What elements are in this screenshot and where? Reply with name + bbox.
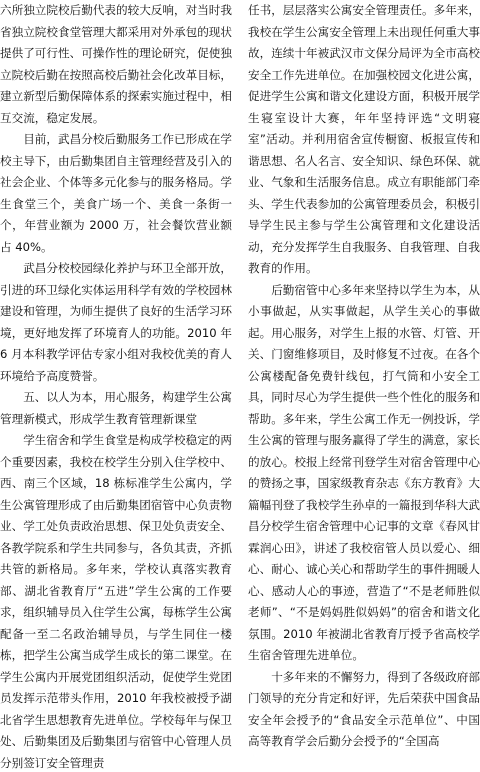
left-section-heading: 五、以人为本，用心服务，构建学生公寓管理新模式，形成学生教育管理新课堂 <box>0 390 232 426</box>
left-column <box>0 0 232 772</box>
left-paragraph-3: 武昌分校校园绿化养护与环卫全部开放，引进的环卫绿化实体运用科学有效的学校园林建设和管理，为师生提供了良好的生活学习环境，更好地发挥了环境育人的功能。2010 年 6 月本科教学评估专家小组对我校优美的育人环境给予高度赞誉。 <box>0 261 232 383</box>
right-paragraph-3: 十多年来的不懈努力，得到了各级政府部门领导的充分肯定和好评，先后荣获中国食品安全年会授予的“食品安全示范单位”、中国高等教育学会后勤分会授予的“全国高 <box>248 669 480 748</box>
right-column <box>248 0 480 772</box>
left-paragraph-1: 六所独立院校后勤代表的较大反响，对当时我省独立院校食堂管理大都采用对外承包的现状提供了可行性、可操作性的理论研究，促使独立院校后勤在按照高校后勤社会化改革目标，建立新型后勤保障体系的探索实施过程中，相互交流，稳定发展。 <box>0 3 232 125</box>
right-paragraph-1: 任书，层层落实公寓安全管理责任。多年来，我校在学生公寓安全管理上未出现任何重大事故，连续十年被武汉市文保分局评为全市高校安全工作先进单位。在加强校园文化进公寓，促进学生公寓和谐文化建设方面，积极开展学生寝室设计大赛，年年坚持评选“文明寝室”活动。并利用宿舍宣传橱窗、板报宣传和谐思想、名人名言、安全知识、绿色环保、就业、气象和生活服务信息。成立有职能部门牵头、学生代表参加的公寓管理委员会，积极引导学生民主参与学生公寓管理和文化建设活动，充分发挥学生自我服务、自我管理、自我教育的作用。 <box>248 3 480 275</box>
left-paragraph-4: 学生宿舍和学生食堂是构成学校稳定的两个重要因素，我校在校学生分别入住学校中、西、南三个区域，18 栋标准学生公寓内，学生公寓管理形成了由后勤集团宿管中心负责物业、学工处负责政治思想、保卫处负责安全、各教学院系和学生共同参与，各负其责，齐抓共管的新格局。多年来，学校认真落实教育部、湖北省教育厅“五进”学生公寓的工作要求，组织辅导员入住学生公寓，每栋学生公寓配备一至二名政治辅导员，与学生同住一楼栋，把学生公寓当成学生成长的第二课堂。在学生公寓内开展党团组织活动，促使学生党团员发挥示范带头作用，2010 年我校被授予湖北省学生思想教育先进单位。学校每年与保卫处、后勤集团及后勤集团与宿管中心管理人员分别签订安全管理责 <box>0 433 232 770</box>
left-paragraph-2: 目前，武昌分校后勤服务工作已形成在学校主导下，由后勤集团自主管理经营及引入的社会企业、个体等多元化参与的服务格局。学生食堂三个，美食广场一个、美食一条街一个，年营业额为 2000 万，社会餐饮营业额占 40%。 <box>0 132 232 254</box>
right-paragraph-2: 后勤宿管中心多年来坚持以学生为本，从小事做起，从实事做起，从学生关心的事做起。用心服务，对学生上报的水管、灯管、开关、门窗维修项目，及时修复不过夜。在各个公寓楼配备免费针线包，打气筒和小安全工具，同时尽心为学生提供一些个性化的服务和帮助。多年来，学生公寓工作无一例投诉，学生公寓的管理与服务赢得了学生的满意，家长的放心。校报上经常刊登学生对宿舍管理中心的赞扬之事，国家级教育杂志《东方教育》大篇幅刊登了我校学生孙卓的一篇报到华科大武昌分校学生宿舍管理中心记事的文章《春风甘霖润心田》，讲述了我校宿管人员以爱心、细心、耐心、诚心关心和帮助学生的事件拥暖人心、感动人心的事迹，营造了“不是老师胜似老师”、“不是妈妈胜似妈妈”的宿舍和谐文化氛围。2010 年被湖北省教育厅授予省高校学生宿舍管理先进单位。 <box>248 282 480 662</box>
